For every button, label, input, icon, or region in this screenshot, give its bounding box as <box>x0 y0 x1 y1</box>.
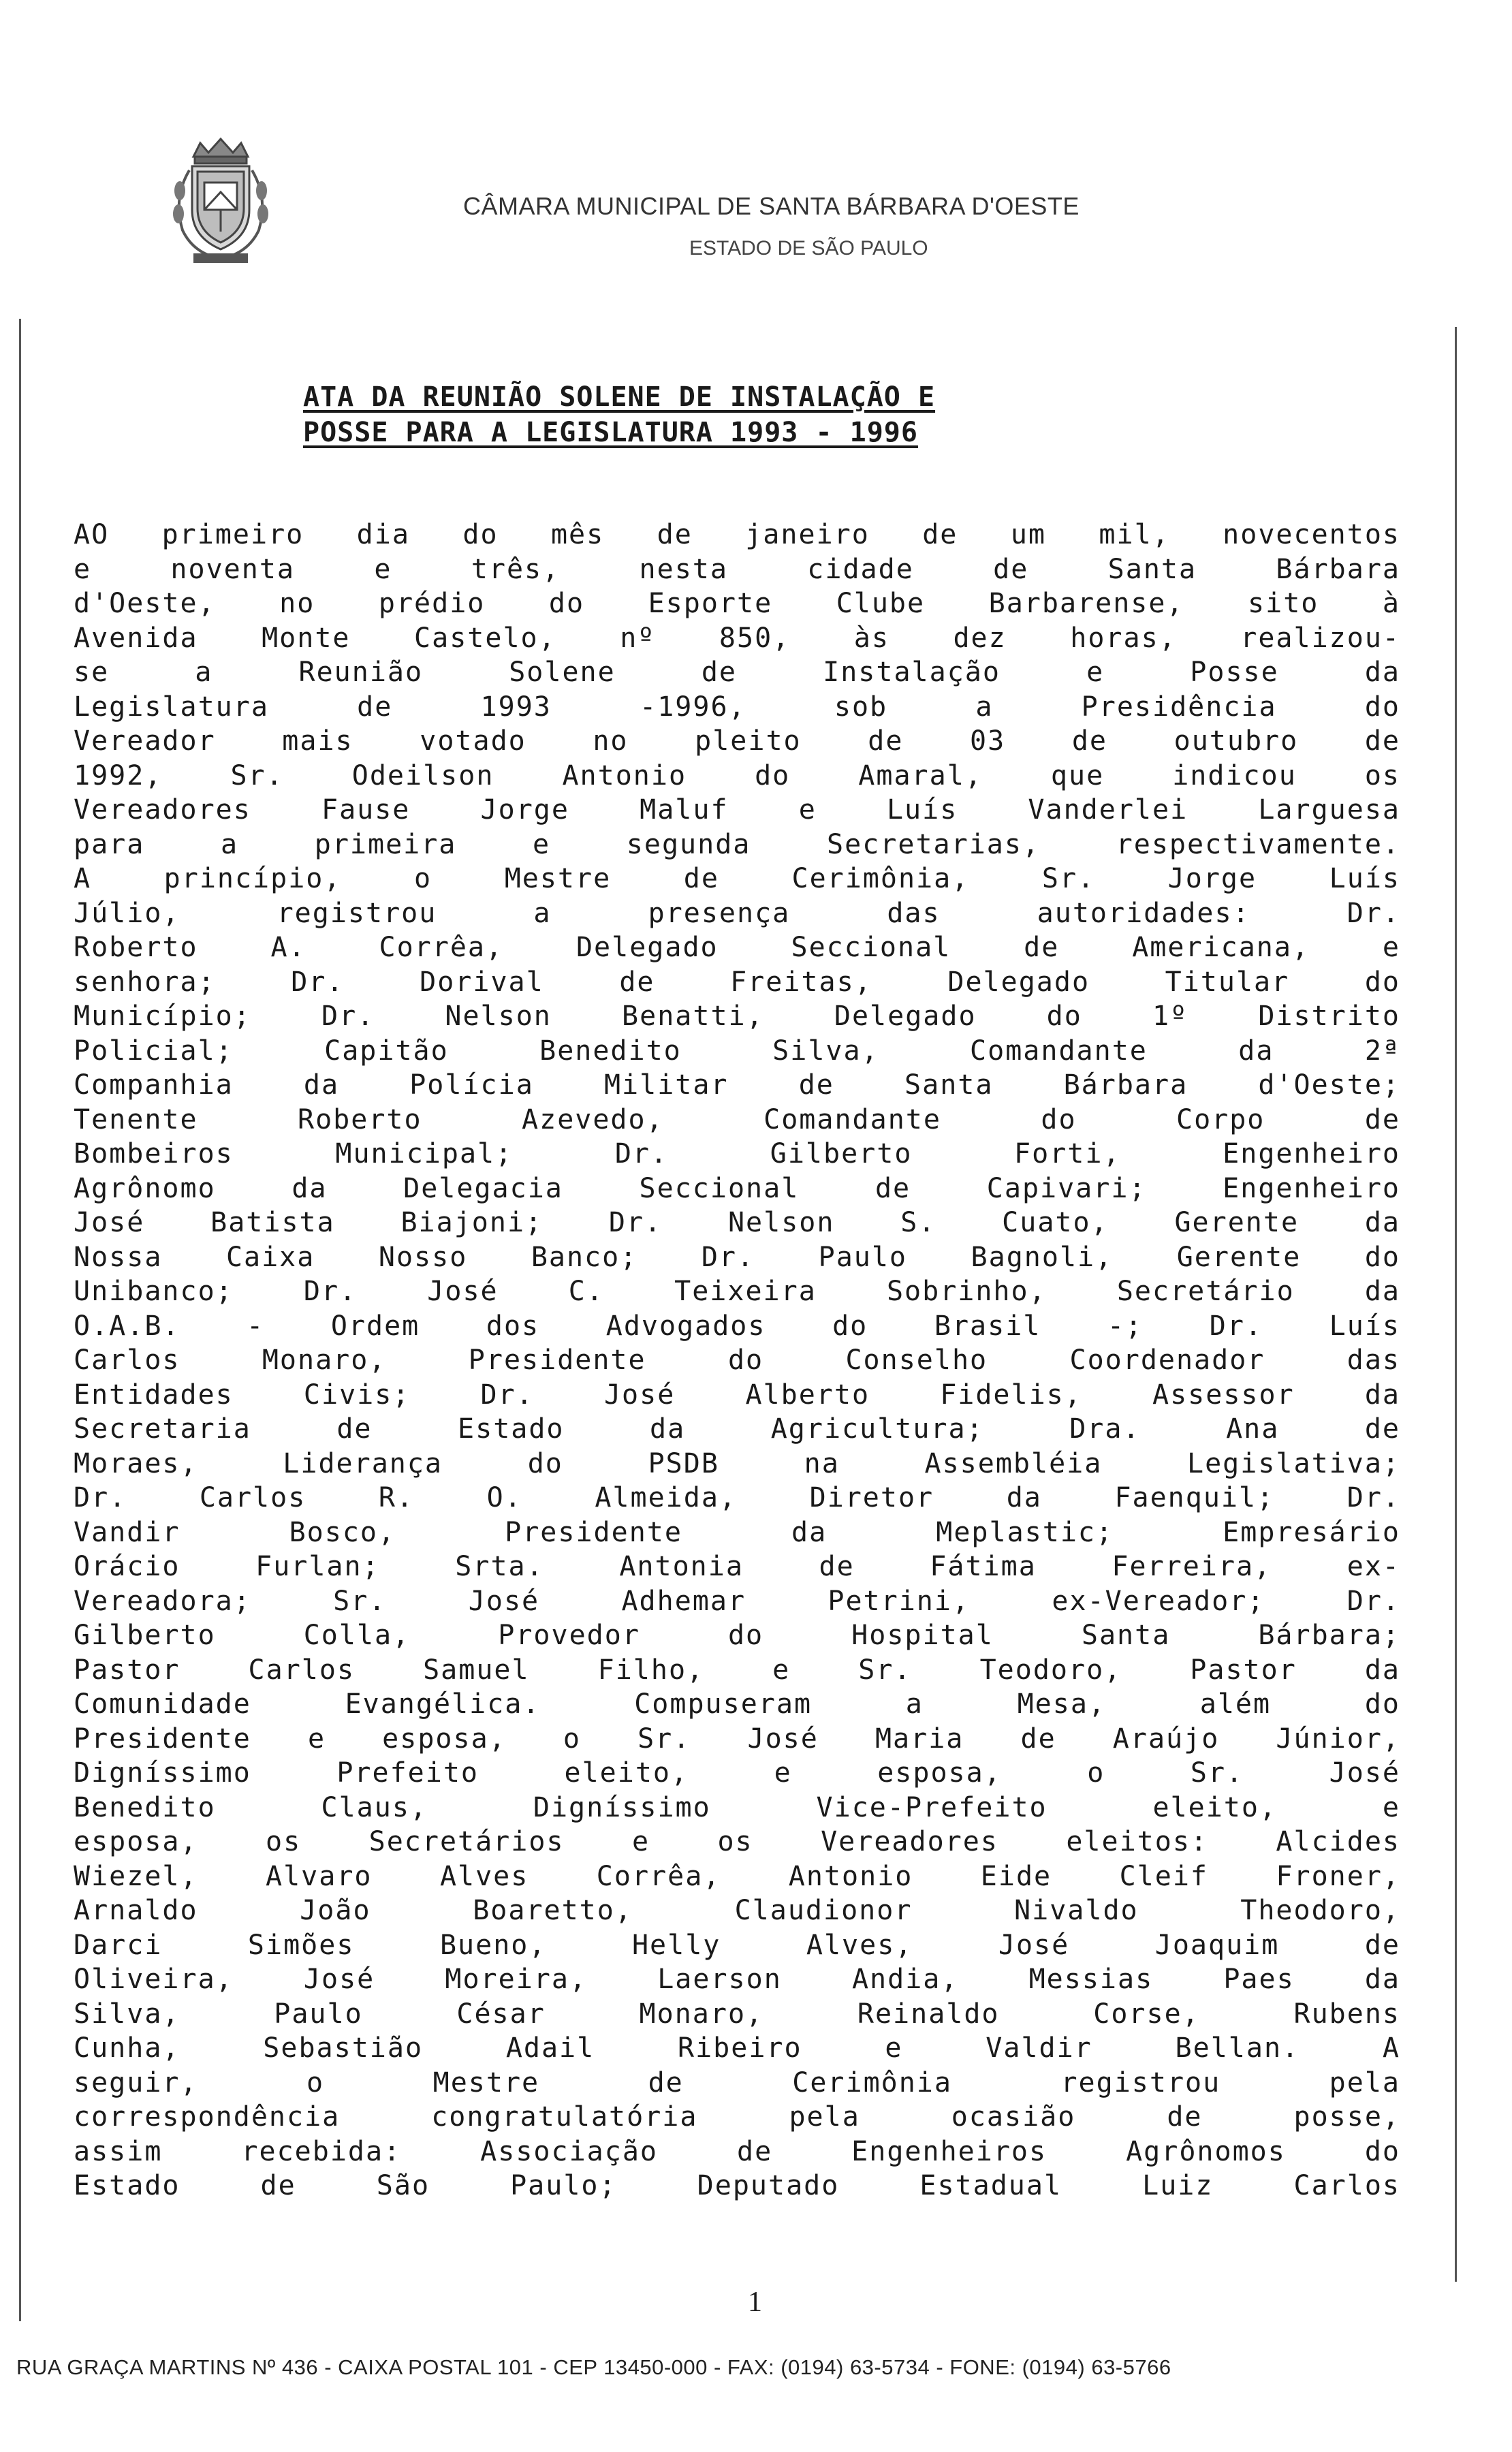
minutes-body <box>74 518 1400 2203</box>
body-text-line: Tenente Roberto Azevedo, Comandante do Corpo de <box>74 1103 1400 1135</box>
body-text-line: Pastor Carlos Samuel Filho, e Sr. Teodoro, Pastor da <box>74 1654 1400 1686</box>
address-footer: RUA GRAÇA MARTINS Nº 436 - CAIXA POSTAL 101 - CEP 13450-000 - FAX: (0194) 63-5734 - FONE: (0194) 63-5766 <box>16 2355 1171 2379</box>
body-text-line: Secretaria de Estado da Agricultura; Dra. Ana de <box>74 1413 1400 1445</box>
state-name: ESTADO DE SÃO PAULO <box>689 237 928 260</box>
body-text-line: Orácio Furlan; Srta. Antonia de Fátima Ferreira, ex- <box>74 1551 1400 1582</box>
body-text-line: Policial; Capitão Benedito Silva, Comandante da 2ª <box>74 1035 1400 1067</box>
body-text-line: Wiezel, Alvaro Alves Corrêa, Antonio Eide Cleif Froner, <box>74 1860 1400 1892</box>
body-text-line: se a Reunião Solene de Instalação e Posse da <box>74 657 1400 688</box>
body-text-line: Vereadora; Sr. José Adhemar Petrini, ex-Vereador; Dr. <box>74 1585 1400 1617</box>
body-text-line: Vereadores Fause Jorge Maluf e Luís Vanderlei Larguesa <box>74 794 1400 826</box>
body-text-line: senhora; Dr. Dorival de Freitas, Delegado Titular do <box>74 966 1400 998</box>
body-text-line: Companhia da Polícia Militar de Santa Bárbara d'Oeste; <box>74 1069 1400 1101</box>
body-text-line: Estado de São Paulo; Deputado Estadual Luiz Carlos <box>74 2170 1400 2201</box>
body-text-line: Carlos Monaro, Presidente do Conselho Coordenador das <box>74 1345 1400 1376</box>
body-text-line: Dr. Carlos R. O. Almeida, Diretor da Faenquil; Dr. <box>74 1482 1400 1513</box>
coat-of-arms-icon <box>166 129 275 266</box>
body-text-line: correspondência congratulatória pela ocasião de posse, <box>74 2101 1400 2133</box>
body-text-line: Roberto A. Corrêa, Delegado Seccional de Americana, e <box>74 932 1400 963</box>
body-text-line: A princípio, o Mestre de Cerimônia, Sr. Jorge Luís <box>74 863 1400 894</box>
body-text-line: Silva, Paulo César Monaro, Reinaldo Corse, Rubens <box>74 1998 1400 2030</box>
body-text-line: assim recebida: Associação de Engenheiros Agrônomos do <box>74 2135 1400 2167</box>
document-title-line-2: POSSE PARA A LEGISLATURA 1993 - 1996 <box>303 417 918 448</box>
body-text-line: O.A.B. - Ordem dos Advogados do Brasil -; Dr. Luís <box>74 1310 1400 1342</box>
body-text-line: 1992, Sr. Odeilson Antonio do Amaral, que indicou os <box>74 759 1400 791</box>
body-text-line: seguir, o Mestre de Cerimônia registrou pela <box>74 2066 1400 2099</box>
body-text-line: José Batista Biajoni; Dr. Nelson S. Cuato, Gerente da <box>74 1207 1400 1238</box>
body-text-line: Comunidade Evangélica. Compuseram a Mesa, além do <box>74 1688 1400 1720</box>
body-text-line: Gilberto Colla, Provedor do Hospital Santa Bárbara; <box>74 1620 1400 1651</box>
frame-right-line <box>1455 327 1457 2282</box>
body-text-line: Nossa Caixa Nosso Banco; Dr. Paulo Bagnoli, Gerente do <box>74 1241 1400 1273</box>
body-text-line: Bombeiros Municipal; Dr. Gilberto Forti, Engenheiro <box>74 1138 1400 1169</box>
body-text-line: Município; Dr. Nelson Benatti, Delegado do 1º Distrito <box>74 1001 1400 1032</box>
body-text-line: Darci Simões Bueno, Helly Alves, José Joaquim de <box>74 1929 1400 1961</box>
body-text-line: e noventa e três, nesta cidade de Santa Bárbara <box>74 553 1400 585</box>
body-text-line: Oliveira, José Moreira, Laerson Andia, Messias Paes da <box>74 1964 1400 1995</box>
body-text-line: AO primeiro dia do mês de janeiro de um mil, novecentos <box>74 519 1400 550</box>
body-text-line: Moraes, Liderança do PSDB na Assembléia Legislativa; <box>74 1447 1400 1479</box>
body-text-line: para a primeira e segunda Secretarias, respectivamente. <box>74 828 1400 860</box>
body-text-line: Cunha, Sebastião Adail Ribeiro e Valdir Bellan. A <box>74 2032 1400 2064</box>
body-text-line: esposa, os Secretários e os Vereadores eleitos: Alcides <box>74 1826 1400 1857</box>
document-title-line-1: ATA DA REUNIÃO SOLENE DE INSTALAÇÃO E <box>303 381 936 413</box>
body-text-line: Digníssimo Prefeito eleito, e esposa, o Sr. José <box>74 1757 1400 1789</box>
page-number: 1 <box>748 2286 762 2318</box>
body-text-line: Vereador mais votado no pleito de 03 de outubro de <box>74 725 1400 757</box>
body-text-line: Entidades Civis; Dr. José Alberto Fidelis, Assessor da <box>74 1379 1400 1411</box>
body-text-line: d'Oeste, no prédio do Esporte Clube Barbarense, sito à <box>74 588 1400 619</box>
body-text-line: Unibanco; Dr. José C. Teixeira Sobrinho, Secretário da <box>74 1276 1400 1307</box>
body-text-line: Vandir Bosco, Presidente da Meplastic; Empresário <box>74 1516 1400 1548</box>
body-text-line: Presidente e esposa, o Sr. José Maria de Araújo Júnior, <box>74 1723 1400 1755</box>
body-text-line: Legislatura de 1993 -1996, sob a Presidência do <box>74 691 1400 723</box>
body-text-line: Avenida Monte Castelo, nº 850, às dez horas, realizou- <box>74 622 1400 654</box>
frame-left-line <box>19 319 21 2321</box>
body-text-line: Benedito Claus, Digníssimo Vice-Prefeito eleito, e <box>74 1791 1400 1823</box>
chamber-name: CÂMARA MUNICIPAL DE SANTA BÁRBARA D'OESTE <box>463 192 1080 220</box>
body-text-line: Júlio, registrou a presença das autoridades: Dr. <box>74 897 1400 929</box>
body-text-line: Arnaldo João Boaretto, Claudionor Nivaldo Theodoro, <box>74 1895 1400 1926</box>
body-text-line: Agrônomo da Delegacia Seccional de Capivari; Engenheiro <box>74 1172 1400 1204</box>
